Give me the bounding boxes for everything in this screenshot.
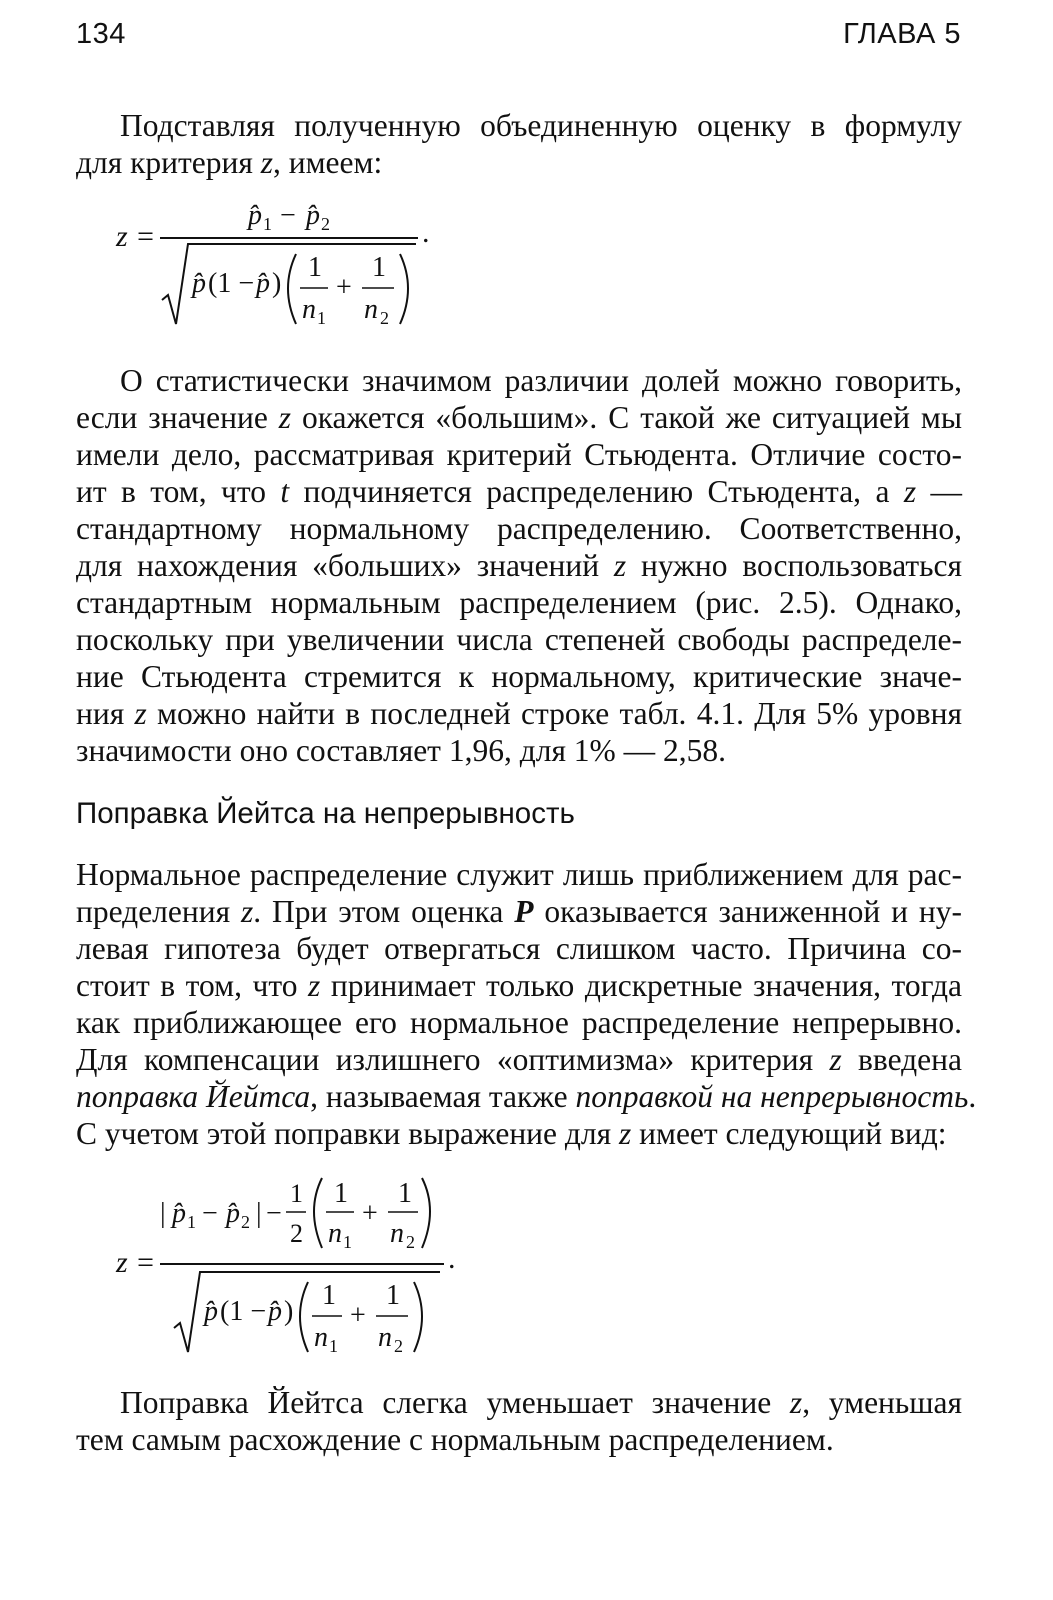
left-paren bbox=[314, 1178, 322, 1248]
formula-text: (1 − bbox=[220, 1296, 267, 1327]
formula-lhs: z = bbox=[116, 220, 156, 253]
text-run: как приближающее его нормальное распределение непрерывно. bbox=[76, 1005, 962, 1040]
numerator-one: 1 bbox=[386, 1280, 400, 1311]
n-variable: n bbox=[390, 1218, 404, 1249]
p-hat-1: p̂ bbox=[172, 1198, 186, 1229]
text-line bbox=[76, 1004, 962, 1041]
text-line bbox=[76, 144, 962, 181]
text-line bbox=[76, 732, 962, 769]
text-line bbox=[76, 1078, 977, 1115]
numerator-one: 1 bbox=[308, 252, 322, 283]
math-variable: z bbox=[260, 145, 274, 180]
right-paren bbox=[400, 254, 408, 324]
math-variable: t bbox=[280, 474, 290, 509]
text-run: . При этом оценка bbox=[253, 894, 515, 929]
text-line bbox=[76, 695, 962, 732]
n-variable: n bbox=[302, 294, 316, 325]
p-hat-2: p̂ bbox=[306, 200, 320, 231]
subscript: 1 bbox=[263, 214, 272, 234]
p-hat: p̂ bbox=[192, 268, 206, 299]
text-run: Поправка Йейтса слегка уменьшает значение bbox=[120, 1385, 790, 1420]
n-variable: n bbox=[378, 1322, 392, 1353]
period: . bbox=[448, 1242, 456, 1275]
text-run: имеет следующий вид: bbox=[631, 1116, 947, 1151]
subscript: 1 bbox=[329, 1336, 338, 1356]
text-run: окажется «большим». С такой же ситуацией мы bbox=[291, 400, 962, 435]
subscript: 1 bbox=[343, 1232, 352, 1252]
emphasized-term: поправкой на непрерывность bbox=[575, 1079, 969, 1114]
plus-sign: + bbox=[336, 272, 352, 303]
p-hat: p̂ bbox=[268, 1296, 282, 1327]
text-line bbox=[76, 621, 962, 658]
text-run: если значение bbox=[76, 400, 279, 435]
formula-lhs: z = bbox=[116, 1246, 156, 1279]
numerator-one: 1 bbox=[322, 1280, 336, 1311]
subscript: 2 bbox=[321, 214, 330, 234]
abs-bar: | bbox=[256, 1198, 262, 1229]
paragraph-yates bbox=[76, 856, 977, 1152]
text-run: , имеем: bbox=[273, 145, 383, 180]
math-variable: P bbox=[514, 894, 534, 929]
formula-text: ) bbox=[272, 268, 282, 299]
text-run: имели дело, рассматривая критерий Стьюдента. Отличие состо- bbox=[76, 437, 962, 472]
text-line bbox=[76, 399, 962, 436]
plus-sign: + bbox=[350, 1300, 366, 1331]
p-hat: p̂ bbox=[256, 268, 270, 299]
formula-text: ) bbox=[284, 1296, 294, 1327]
text-line bbox=[76, 1421, 962, 1458]
emphasized-term: поправка Йейтса bbox=[76, 1079, 311, 1114]
subscript: 1 bbox=[187, 1212, 196, 1232]
text-run: пределения bbox=[76, 894, 241, 929]
text-run: нужно воспользоваться bbox=[626, 548, 962, 583]
math-variable: z bbox=[789, 1385, 803, 1420]
minus-sign: − bbox=[266, 1198, 282, 1229]
text-line bbox=[76, 362, 962, 399]
math-variable: z bbox=[308, 968, 321, 1003]
n-variable: n bbox=[328, 1218, 342, 1249]
text-line bbox=[76, 856, 962, 893]
right-paren bbox=[422, 1178, 430, 1248]
p-hat: p̂ bbox=[204, 1296, 218, 1327]
subscript: 2 bbox=[380, 308, 389, 328]
paragraph-significance bbox=[76, 362, 962, 769]
n-variable: n bbox=[314, 1322, 328, 1353]
left-paren bbox=[288, 254, 296, 324]
text-run: ние Стьюдента стремится к нормальному, критические значе- bbox=[76, 659, 962, 694]
half-numerator: 1 bbox=[290, 1179, 303, 1208]
text-run: стандартным нормальным распределением (рис. 2.5). Однако, bbox=[76, 585, 962, 620]
subscript: 2 bbox=[406, 1232, 415, 1252]
text-line bbox=[76, 436, 962, 473]
text-line bbox=[76, 510, 962, 547]
text-run: стандартному нормальному распределению. Соответственно, bbox=[76, 511, 962, 546]
formula-yates-correction bbox=[110, 1168, 470, 1368]
formula-z-test bbox=[110, 192, 450, 342]
period: . bbox=[422, 216, 430, 249]
text-line bbox=[76, 658, 962, 695]
text-run: , уменьшая bbox=[802, 1385, 962, 1420]
math-variable: z bbox=[903, 474, 917, 509]
text-run: Подставляя полученную объединенную оценку в формулу bbox=[120, 108, 962, 143]
numerator-one: 1 bbox=[334, 1178, 348, 1209]
text-run: поскольку при увеличении числа степеней свободы распределе- bbox=[76, 622, 962, 657]
text-run: , называемая также bbox=[310, 1079, 576, 1114]
text-line bbox=[76, 1115, 962, 1152]
text-line bbox=[76, 107, 962, 144]
text-line bbox=[76, 1041, 962, 1078]
text-run: Нормальное распределение служит лишь приближением для рас- bbox=[76, 857, 962, 892]
text-line bbox=[76, 930, 962, 967]
text-run: можно найти в последней строке табл. 4.1. Для 5% уровня bbox=[146, 696, 962, 731]
text-run: оказывается заниженной и ну- bbox=[533, 894, 963, 929]
right-paren bbox=[414, 1282, 422, 1352]
paragraph-conclusion bbox=[76, 1384, 962, 1458]
text-line bbox=[76, 584, 962, 621]
page-number: 134 bbox=[76, 18, 126, 50]
math-variable: z bbox=[278, 400, 292, 435]
formula-text: (1 − bbox=[208, 268, 255, 299]
math-variable: z bbox=[613, 548, 627, 583]
paragraph-intro bbox=[76, 107, 962, 181]
text-run: ит в том, что bbox=[76, 474, 281, 509]
text-run: О статистически значимом различии долей можно говорить, bbox=[120, 363, 962, 398]
math-variable: z bbox=[240, 894, 254, 929]
minus-sign: − bbox=[280, 200, 296, 231]
chapter-title: ГЛАВА 5 bbox=[843, 18, 961, 50]
text-run: введена bbox=[841, 1042, 962, 1077]
text-run: подчиняется распределению Стьюдента, а bbox=[289, 474, 904, 509]
plus-sign: + bbox=[362, 1198, 378, 1229]
text-line bbox=[76, 1384, 962, 1421]
text-run: для критерия bbox=[76, 145, 261, 180]
half-denominator: 2 bbox=[290, 1219, 303, 1248]
p-hat-2: p̂ bbox=[226, 1198, 240, 1229]
text-run: — bbox=[916, 474, 963, 509]
text-line bbox=[76, 967, 962, 1004]
text-run: для нахождения «больших» значений bbox=[76, 548, 614, 583]
abs-bar: | bbox=[160, 1198, 166, 1229]
text-run: стоит в том, что bbox=[76, 968, 309, 1003]
math-variable: z bbox=[829, 1042, 842, 1077]
minus-sign: − bbox=[202, 1198, 218, 1229]
text-run: принимает только дискретные значения, тогда bbox=[320, 968, 962, 1003]
text-line bbox=[76, 893, 962, 930]
text-run: . bbox=[968, 1079, 977, 1114]
left-paren bbox=[300, 1282, 308, 1352]
text-line bbox=[76, 473, 962, 510]
text-run: левая гипотеза будет отвергаться слишком часто. Причина со- bbox=[76, 931, 962, 966]
math-variable: z bbox=[619, 1116, 632, 1151]
section-heading: Поправка Йейтса на непрерывность bbox=[76, 797, 575, 830]
text-run: С учетом этой поправки выражение для bbox=[76, 1116, 620, 1151]
text-line bbox=[76, 547, 962, 584]
math-variable: z bbox=[134, 696, 147, 731]
text-run: Для компенсации излишнего «оптимизма» критерия bbox=[76, 1042, 830, 1077]
numerator-one: 1 bbox=[398, 1178, 412, 1209]
subscript: 2 bbox=[241, 1212, 250, 1232]
p-hat-1: p̂ bbox=[248, 200, 262, 231]
subscript: 1 bbox=[317, 308, 326, 328]
subscript: 2 bbox=[394, 1336, 403, 1356]
n-variable: n bbox=[364, 294, 378, 325]
text-run: тем самым расхождение с нормальным распределением. bbox=[76, 1422, 834, 1457]
text-run: ния bbox=[76, 696, 135, 731]
numerator-one: 1 bbox=[372, 252, 386, 283]
text-run: значимости оно составляет 1,96, для 1% — 2,58. bbox=[76, 733, 727, 768]
